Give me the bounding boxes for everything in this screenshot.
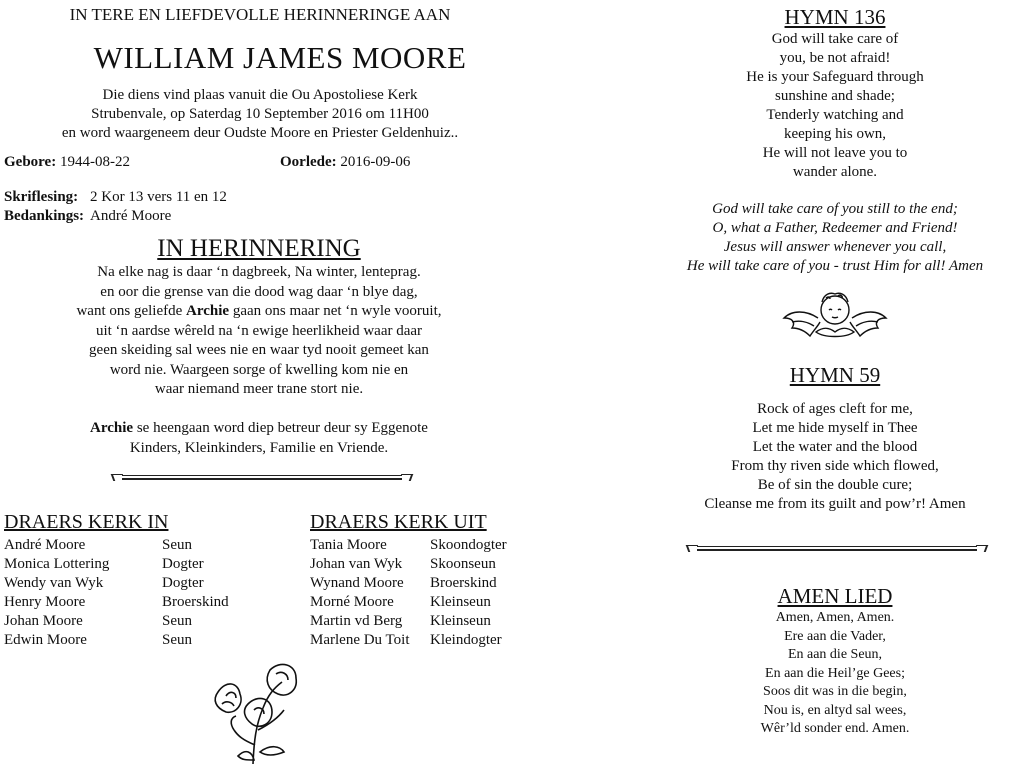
hymn-line: Wêr’ld sonder end. Amen. [760,721,910,736]
hymn-59 [660,363,1010,514]
service-line: en word waargeneem deur Oudste Moore en Priester Geldenhuiz.. [61,125,459,141]
bearer-row [310,536,507,555]
hymn-line: Rock of ages cleft for me, [757,401,913,417]
bearer-relation: Broerskind [430,575,497,591]
bearer-name: Wynand Moore [310,575,404,591]
hymn-line: Amen, Amen, Amen. [775,610,895,625]
amen-lied-title: AMEN LIED [777,584,893,608]
chorus-line: O, what a Father, Redeemer and Friend! [712,220,958,236]
thanks-line [4,207,227,226]
hymn-136-verse [660,30,1010,182]
death-label: Oorlede: [280,154,337,170]
birth-label: Gebore: [4,154,57,170]
bearer-name: Marlene Du Toit [310,632,410,648]
hymn-line: He is your Safeguard through [746,69,924,85]
closing-name: Archie [90,420,134,436]
ornament-divider [112,472,412,482]
bearer-name: Johan van Wyk [310,556,403,572]
cherub-icon [780,288,890,344]
bearer-relation: Kleindogter [430,632,502,648]
service-line: Die diens vind plaas vanuit die Ou Apostoliese Kerk [102,87,418,103]
hymn-line: En aan die Heil’ge Gees; [765,665,905,681]
bearer-relation: Skoonseun [430,556,496,572]
ornament-divider [687,543,987,553]
hymn-59-title: HYMN 59 [789,363,881,387]
thanks-label: Bedankings: [4,208,85,224]
bearer-name: Johan Moore [4,613,83,629]
bearer-row [4,631,229,650]
poem-line: word nie. Waargeen sorge of kwelling kom nie en [109,361,409,378]
scripture-label: Skriflesing: [4,189,79,205]
bearer-row [310,555,507,574]
hymn-line: Let me hide myself in Thee [752,420,918,436]
bearer-name: Monica Lottering [4,556,110,572]
hymn-line: sunshine and shade; [775,88,895,104]
hymn-136 [660,5,1010,276]
hymn-line: He will not leave you to [762,145,908,161]
bearer-name: Morné Moore [310,594,394,610]
memory-poem [0,263,518,400]
bearer-name: André Moore [4,537,86,553]
poem-line: geen skeiding sal wees nie en waar tyd nooit gemeet kan [89,342,429,358]
hymn-line: Tenderly watching and [766,107,904,123]
bearer-row [4,593,229,612]
scripture-reading [4,188,227,207]
reading-block [4,188,227,226]
bearers-in-list [4,536,229,650]
chorus-line: God will take care of you still to the end; [712,201,958,217]
bearer-relation: Dogter [162,556,204,572]
poem-part: gaan ons maar net ‘n wyle vooruit, [229,303,442,319]
poem-line: Na elke nag is daar ‘n dagbreek, Na winter, lenteprag. [97,264,421,280]
memory-closing [0,419,518,458]
bearers-in-title: DRAERS KERK IN [4,511,169,533]
hymn-136-title: HYMN 136 [784,5,886,29]
poem-part: want ons geliefde [76,303,187,319]
hymn-line: Let the water and the blood [752,439,918,455]
hymn-line: Soos dit was in die begin, [763,684,907,699]
bearer-relation: Seun [162,537,192,553]
bearer-relation: Skoondogter [430,537,507,553]
bearer-row [310,574,507,593]
hymn-line: Ere aan die Vader, [784,628,886,644]
bearer-relation: Kleinseun [430,613,491,629]
service-details [0,86,520,143]
bearer-row [310,593,507,612]
poem-line: en oor die grense van die dood wag daar ‘n blye dag, [100,283,418,300]
poem-line: uit ‘n aardse wêreld na ‘n ewige heerlikheid waar daar [95,322,423,339]
service-line: Strubenvale, op Saterdag 10 September 2016 om 11H00 [91,106,429,122]
hymn-line: From thy riven side which flowed, [731,458,939,474]
bearers-out-section [310,511,507,650]
birth-date [4,154,130,171]
bearers-out-list [310,536,507,650]
lily-flowers-icon [208,660,308,765]
hymn-line: Nou is, en altyd sal wees, [763,702,907,718]
bearer-relation: Dogter [162,575,204,591]
deceased-name: WILLIAM JAMES MOORE [93,40,467,75]
closing-line [0,419,518,439]
hymn-136-chorus [660,200,1010,276]
hymn-59-verse [660,400,1010,514]
thanks-value: André Moore [90,208,172,224]
bearer-row [4,574,229,593]
bearer-name: Martin vd Berg [310,613,403,629]
birth-value: 1944-08-22 [59,154,130,170]
bearer-relation: Seun [162,632,192,648]
poem-line: waar niemand meer trane stort nie. [154,381,364,397]
intro-heading: IN TERE EN LIEFDEVOLLE HERINNERINGE AAN [69,5,451,24]
poem-name: Archie [186,303,230,319]
bearer-name: Edwin Moore [4,632,87,648]
bearer-row [310,612,507,631]
memory-title: IN HERINNERING [157,235,361,262]
closing-line: Kinders, Kleinkinders, Familie en Vriende. [129,439,389,456]
death-value: 2016-09-06 [340,154,411,170]
bearer-row [4,612,229,631]
chorus-line: He will take care of you - trust Him for all! Amen [686,258,984,274]
hymn-line: wander alone. [792,164,878,180]
amen-lied [660,584,1010,739]
hymn-line: En aan die Seun, [787,647,883,662]
hymn-line: keeping his own, [783,126,887,142]
bearer-relation: Seun [162,613,192,629]
bearer-relation: Broerskind [162,594,229,610]
bearers-out-title: DRAERS KERK UIT [310,511,487,533]
closing-rest: se heengaan word diep betreur deur sy Eggenote [133,420,428,436]
bearer-relation: Kleinseun [430,594,491,610]
hymn-line: God will take care of [771,31,899,47]
hymn-line: Cleanse me from its guilt and pow’r! Amen [704,496,966,512]
bearer-name: Henry Moore [4,594,86,610]
bearer-name: Tania Moore [310,537,387,553]
bearers-in-section [4,511,229,650]
death-date [280,154,410,171]
chorus-line: Jesus will answer whenever you call, [723,239,947,255]
bearer-row [310,631,507,650]
scripture-value: 2 Kor 13 vers 11 en 12 [90,189,227,205]
bearer-row [4,536,229,555]
hymn-line: you, be not afraid! [779,50,891,66]
bearer-name: Wendy van Wyk [4,575,104,591]
hymn-line: Be of sin the double cure; [757,477,913,493]
amen-lied-verse [660,609,1010,739]
bearer-row [4,555,229,574]
poem-line [0,302,518,322]
